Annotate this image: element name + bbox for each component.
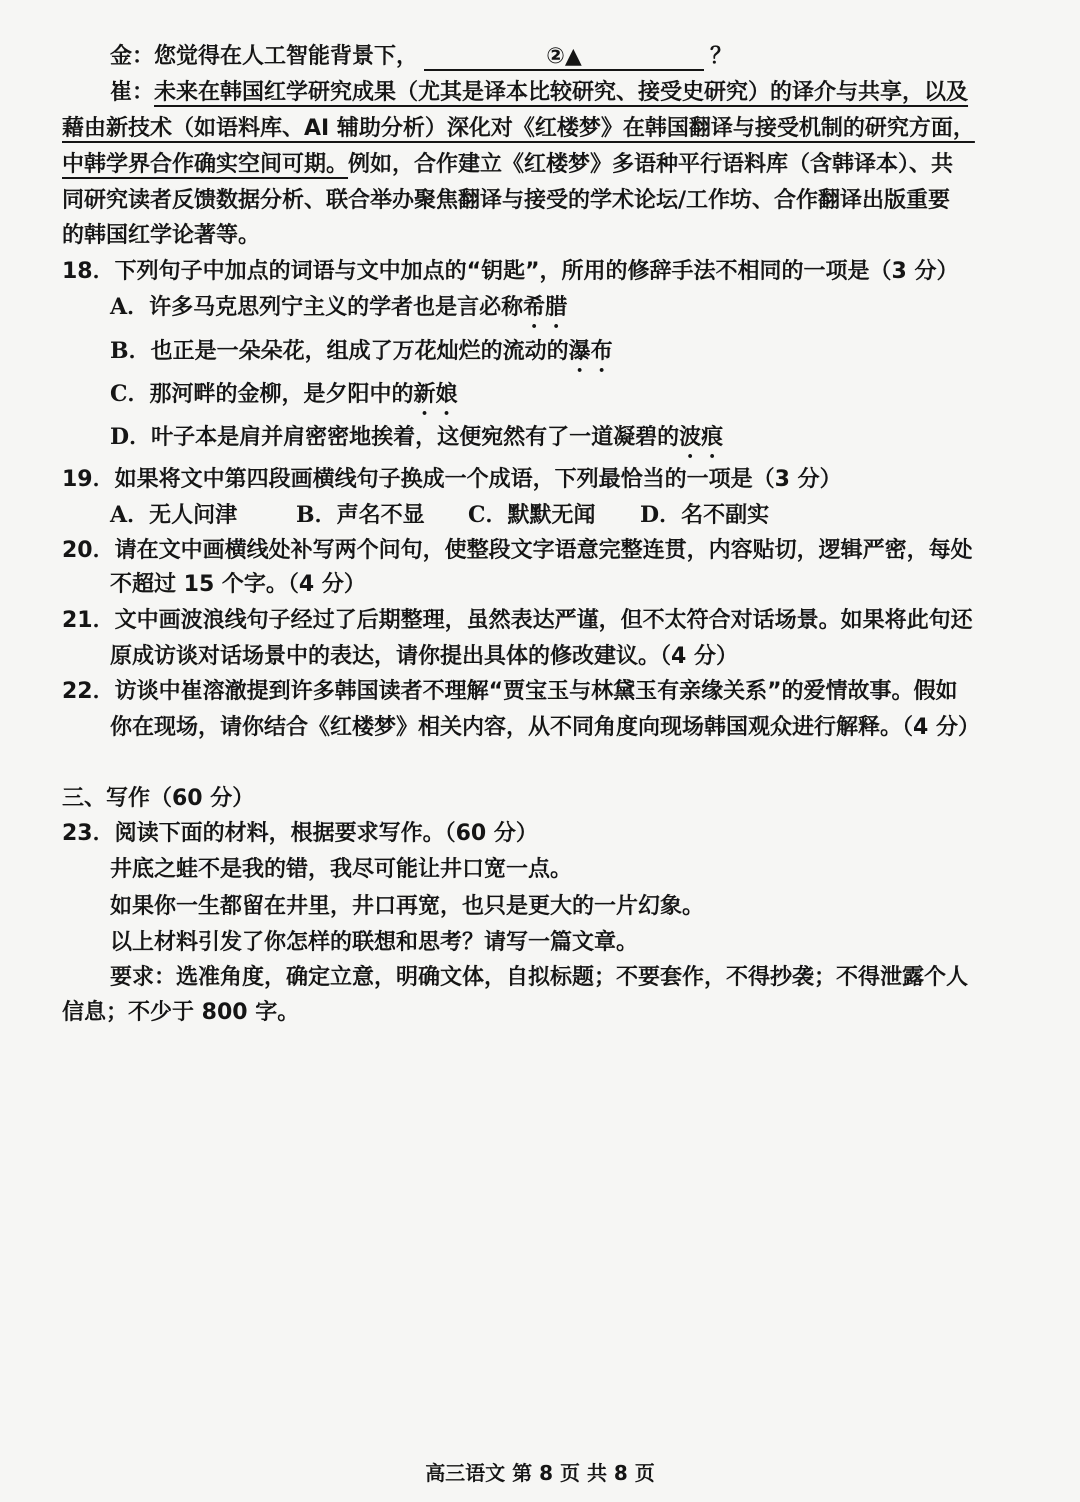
question-20-line-1: 20．请在文中画横线处补写两个问句，使整段文字语意完整连贯，内容贴切，逻辑严密，每处: [62, 538, 973, 563]
dialogue-line-3: [62, 112, 975, 146]
question-18-option-a: [110, 290, 567, 333]
underlined-sentence-part-3: 中韩学界合作确实空间可期。: [62, 152, 349, 177]
dialogue-line-6: 的韩国红学论著等。: [62, 223, 261, 248]
dialogue-line-2: [110, 76, 968, 110]
option-text: B．也正是一朵朵花，组成了万花灿烂的流动的: [110, 338, 569, 364]
question-19-option-a: A．无人问津: [110, 502, 238, 528]
question-22-line-1: 22．访谈中崔溶澈提到许多韩国读者不理解“贾宝玉与林黛玉有亲缘关系”的爱情故事。假如: [62, 679, 958, 704]
question-18-option-d: [110, 420, 723, 463]
question-19-option-b: B．声名不显: [296, 502, 425, 528]
speaker-cui: 崔：: [110, 80, 155, 105]
question-18-stem: 18．下列句子中加点的词语与文中加点的“钥匙”，所用的修辞手法不相同的一项是（3 分）: [62, 259, 959, 284]
material-line-1: 井底之蛙不是我的错，我尽可能让井口宽一点。: [110, 857, 573, 882]
dotted-word: 新娘: [413, 381, 458, 407]
section-3-heading: 三、写作（60 分）: [62, 786, 255, 811]
question-mark: ？: [710, 44, 733, 69]
underlined-sentence-part-1: 未来在韩国红学研究成果（尤其是译本比较研究、接受史研究）的译介与共享，以及: [154, 80, 969, 105]
question-18-option-b: [110, 334, 613, 377]
page-footer: 高三语文 第 8 页 共 8 页: [425, 1461, 655, 1485]
dialogue-line-4: [62, 148, 953, 182]
question-18-option-c: [110, 377, 458, 420]
writing-prompt: 以上材料引发了你怎样的联想和思考？请写一篇文章。: [110, 930, 639, 955]
dialogue-text: 例如，合作建立《红楼梦》多语种平行语料库（含韩译本）、共: [348, 152, 954, 177]
dotted-word: 瀑布: [568, 338, 613, 364]
question-21-line-2: 原成访谈对话场景中的表达，请你提出具体的修改建议。（4 分）: [110, 644, 738, 669]
dotted-word: 希腊: [523, 294, 568, 320]
question-19-option-c: C．默默无闻: [468, 502, 596, 528]
writing-requirements-line-1: 要求：选准角度，确定立意，明确文体，自拟标题；不要套作，不得抄袭；不得泄露个人: [110, 965, 969, 990]
question-20-line-2: 不超过 15 个字。（4 分）: [110, 572, 366, 597]
option-text: D．叶子本是肩并肩密密地挨着，这便宛然有了一道凝碧的: [110, 424, 680, 450]
answer-blank-2: ②▲: [424, 45, 704, 71]
underlined-sentence-part-2: 藉由新技术（如语料库、AI 辅助分析）深化对《红楼梦》在韩国翻译与接受机制的研究方面，: [62, 116, 975, 141]
question-22-line-2: 你在现场，请你结合《红楼梦》相关内容，从不同角度向现场韩国观众进行解释。（4 分）: [110, 715, 980, 740]
option-text: C．那河畔的金柳，是夕阳中的: [110, 381, 414, 407]
dialogue-line-1: [110, 40, 732, 74]
question-19-stem: 19．如果将文中第四段画横线句子换成一个成语，下列最恰当的一项是（3 分）: [62, 467, 842, 492]
dotted-word: 波痕: [679, 424, 724, 450]
question-23-stem: 23．阅读下面的材料，根据要求写作。（60 分）: [62, 821, 538, 846]
dialogue-kim-question: 金：您觉得在人工智能背景下，: [110, 44, 419, 69]
option-text: A．许多马克思列宁主义的学者也是言必称: [110, 294, 524, 320]
writing-requirements-line-2: 信息；不少于 800 字。: [62, 1000, 300, 1025]
dialogue-line-5: 同研究读者反馈数据分析、联合举办聚焦翻译与接受的学术论坛/工作坊、合作翻译出版重要: [62, 188, 951, 213]
question-21-line-1: 21．文中画波浪线句子经过了后期整理，虽然表达严谨，但不太符合对话场景。如果将此句还: [62, 608, 973, 633]
material-line-2: 如果你一生都留在井里，井口再宽，也只是更大的一片幻象。: [110, 894, 705, 919]
question-19-option-d: D．名不副实: [640, 502, 770, 528]
